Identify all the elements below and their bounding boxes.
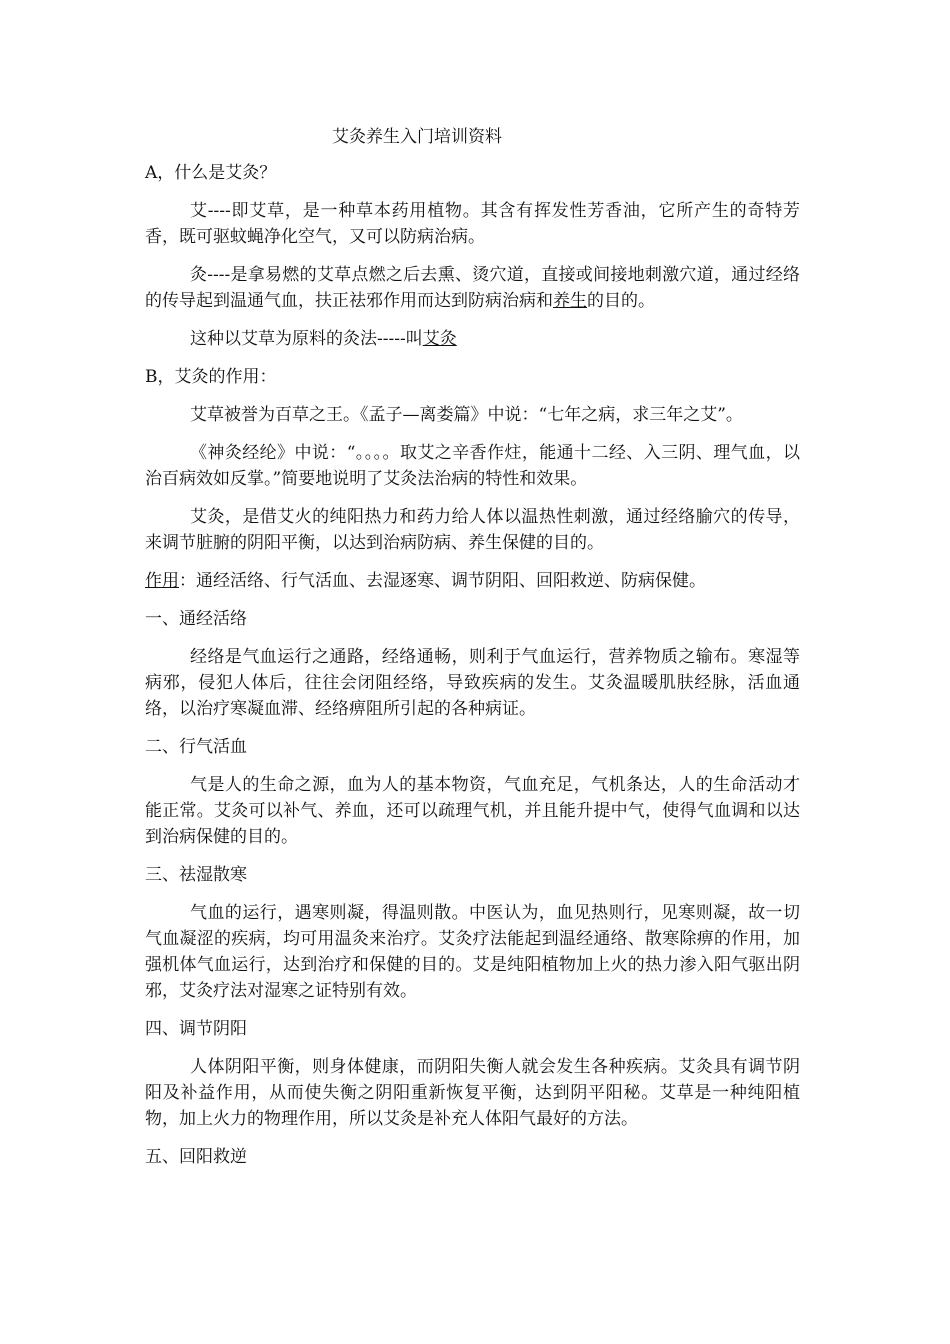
paragraph-text: 的目的。 <box>587 291 655 311</box>
section-a-paragraph-1: 艾----即艾草，是一种草本药用植物。其含有挥发性芳香油，它所产生的奇特芳香，既可驱蚊蝇净化空气，又可以防病治病。 <box>145 201 800 247</box>
section-a-paragraph-3 <box>145 326 800 352</box>
aijiu-link[interactable]: 艾灸 <box>422 329 457 349</box>
section-b-paragraph-1: 艾草被誉为百草之王。《孟子—离娄篇》中说：“七年之病，求三年之艾”。 <box>190 405 743 425</box>
section-a-heading: A，什么是艾灸？ <box>145 163 277 183</box>
effects-link[interactable]: 作用 <box>145 571 179 591</box>
effects-line <box>145 568 800 594</box>
section-3-heading: 三、祛湿散寒 <box>145 865 247 885</box>
section-3-paragraph: 气血的运行，遇寒则凝，得温则散。中医认为，血见热则行，见寒则凝，故一切气血凝涩的疾病，均可用温灸来治疗。艾灸疗法能起到温经通络、散寒除痹的作用，加强机体气血运行，达到治疗和保健的目的。艾是纯阳植物加上火的热力渗入阳气驱出阴邪，艾灸疗法对湿寒之证特别有效。 <box>145 903 800 1001</box>
section-5-heading: 五、回阳救逆 <box>145 1147 247 1167</box>
yangsheng-link[interactable]: 养生 <box>553 291 587 311</box>
effects-text: ：通经活络、行气活血、去湿逐寒、调节阴阳、回阳救逆、防病保健。 <box>179 571 706 591</box>
section-2-heading: 二、行气活血 <box>145 737 247 757</box>
paragraph-text: 灸----是拿易燃的艾草点燃之后去熏、烫穴道，直接或间接地刺激穴道，通过经络的传导起到温通气血，扶正祛邪作用而达到防病治病和 <box>145 265 800 311</box>
document-page <box>145 120 800 1182</box>
section-b-paragraph-2: 《神灸经纶》中说：“。。。。取艾之辛香作炷，能通十二经、入三阴、理气血，以治百病效如反掌。”简要地说明了艾灸法治病的特性和效果。 <box>145 443 800 489</box>
section-b-paragraph-3: 艾灸，是借艾火的纯阳热力和药力给人体以温热性刺激，通过经络腧穴的传导，来调节脏腑的阴阳平衡，以达到治病防病、养生保健的目的。 <box>145 507 800 553</box>
section-b-heading: B，艾灸的作用： <box>145 367 277 387</box>
paragraph-text: 这种以艾草为原料的灸法-----叫 <box>190 329 423 349</box>
page-title: 艾灸养生入门培训资料 <box>332 127 502 147</box>
section-a-paragraph-2 <box>145 262 800 314</box>
section-4-paragraph: 人体阴阳平衡，则身体健康，而阴阳失衡人就会发生各种疾病。艾灸具有调节阴阳及补益作用，从而使失衡之阴阳重新恢复平衡，达到阴平阳秘。艾草是一种纯阳植物，加上火力的物理作用，所以艾灸是补充人体阳气最好的方法。 <box>145 1057 800 1129</box>
section-4-heading: 四、调节阴阳 <box>145 1019 247 1039</box>
section-1-heading: 一、通经活络 <box>145 609 247 629</box>
section-2-paragraph: 气是人的生命之源，血为人的基本物资，气血充足，气机条达，人的生命活动才能正常。艾灸可以补气、养血，还可以疏理气机，并且能升提中气，使得气血调和以达到治病保健的目的。 <box>145 775 800 847</box>
section-1-paragraph: 经络是气血运行之通路，经络通畅，则利于气血运行，营养物质之输布。寒湿等病邪，侵犯人体后，往往会闭阻经络，导致疾病的发生。艾灸温暖肌肤经脉，活血通络，以治疗寒凝血滞、经络痹阻所引起的各种病证。 <box>145 647 800 719</box>
